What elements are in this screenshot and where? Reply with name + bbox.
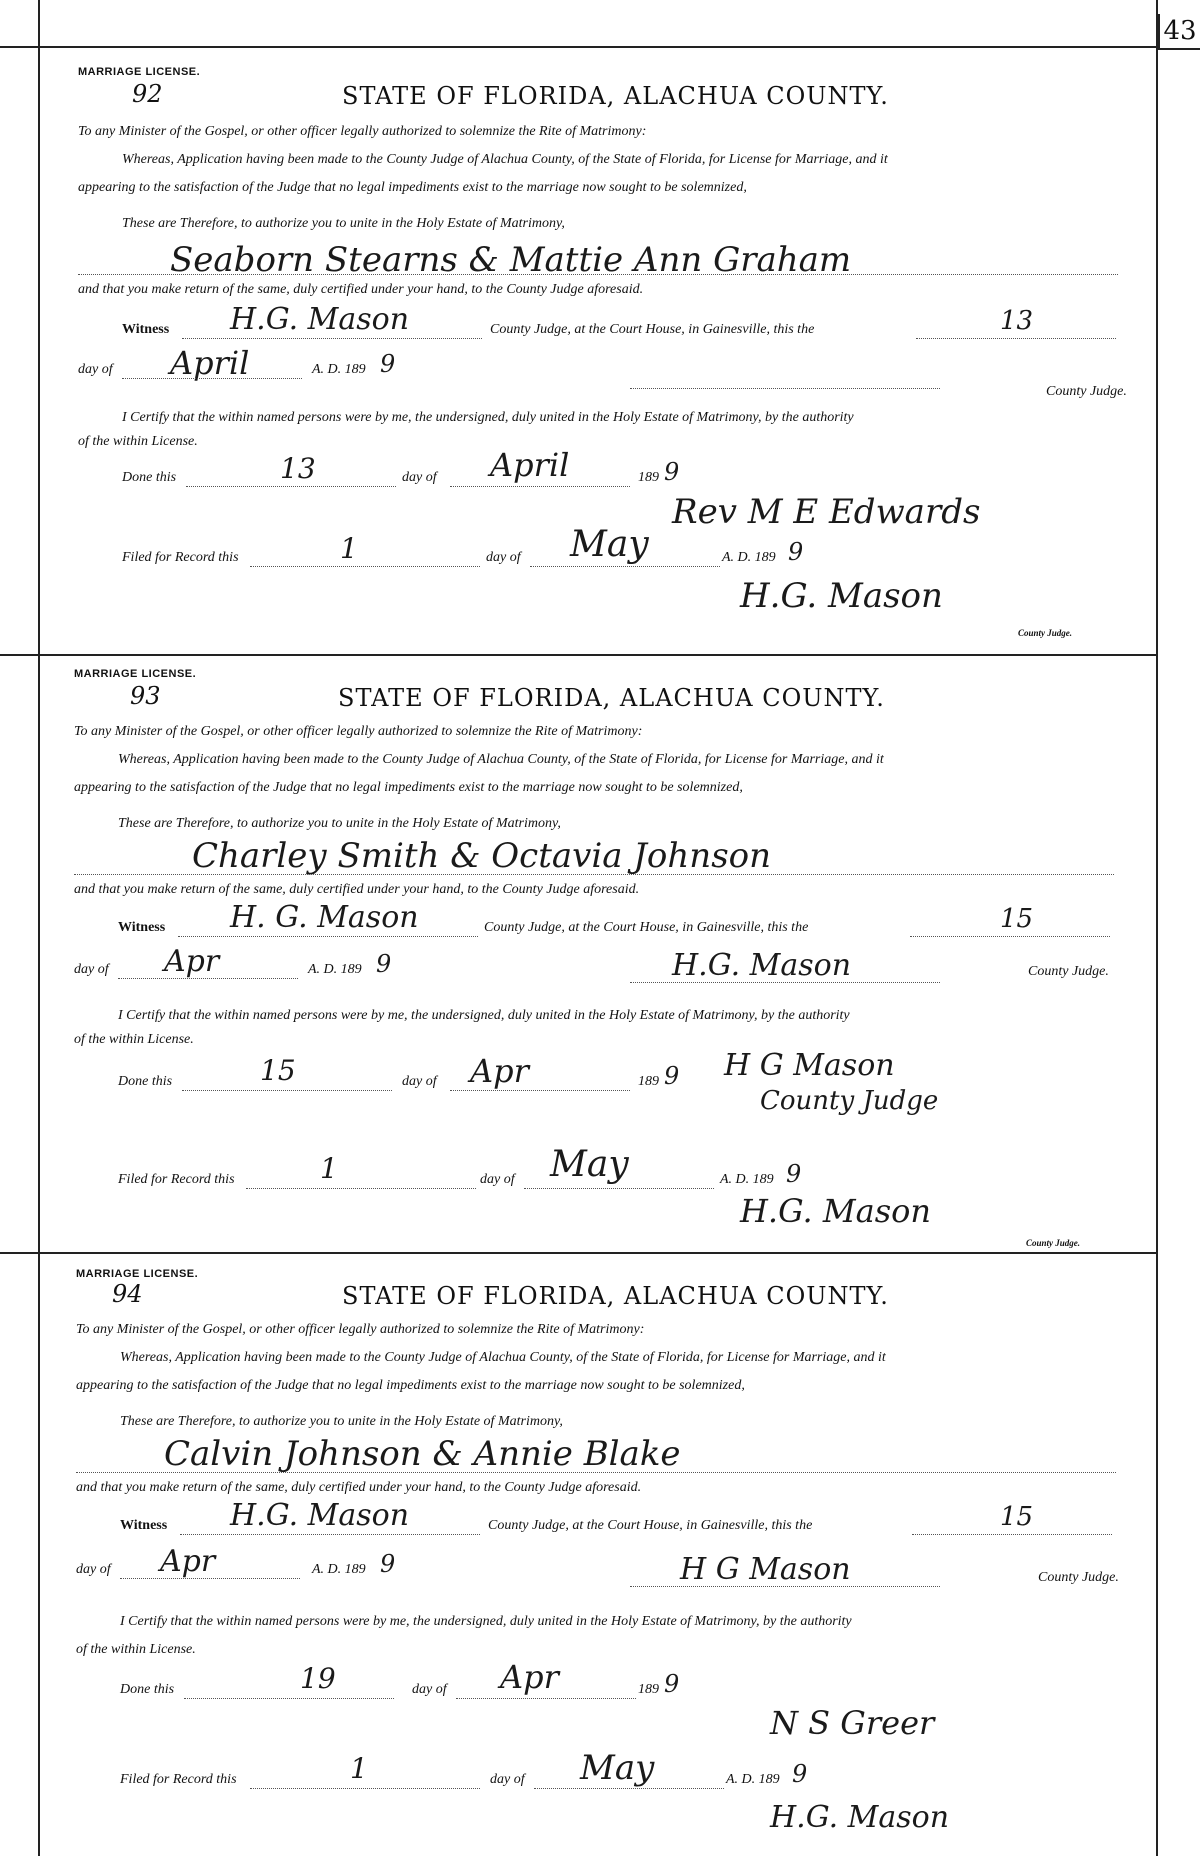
license-day: 15: [1000, 904, 1034, 934]
license-number: 93: [130, 682, 161, 710]
license-day: 15: [1000, 1502, 1034, 1532]
certify-text: I Certify that the within named persons were by me, the undersigned, duly united in the Holy Estate of Matrimony, by the authority: [118, 1008, 850, 1023]
license-month: Apr: [164, 944, 220, 979]
filed-signature: H.G. Mason: [770, 1800, 950, 1835]
filed-month: May: [570, 524, 649, 565]
county-judge-at-text: County Judge, at the Court House, in Gainesville, this the: [488, 1518, 813, 1533]
day-of-label-2: day of: [402, 470, 437, 485]
certify-text-2: of the within License.: [76, 1642, 196, 1657]
whereas-text-2: appearing to the satisfaction of the Judge that no legal impediments exist to the marriage now sought to be solemnized,: [76, 1378, 745, 1393]
county-judge-at-text: County Judge, at the Court House, in Gainesville, this the: [490, 322, 815, 337]
top-rule: [0, 46, 1160, 48]
page-number: 43: [1158, 14, 1200, 50]
officiant-signature: N S Greer: [770, 1704, 935, 1742]
filed-year: 9: [786, 1160, 802, 1188]
these-are-text: These are Therefore, to authorize you to unite in the Holy Estate of Matrimony,: [120, 1414, 563, 1429]
return-text: and that you make return of the same, duly certified under your hand, to the County Judge aforesaid.: [74, 882, 640, 897]
license-year: 9: [380, 1550, 396, 1578]
license-day: 13: [1000, 306, 1034, 336]
done-year-label: 189: [638, 1074, 659, 1089]
done-year: 9: [664, 1670, 680, 1698]
witness-signature: H. G. Mason: [230, 900, 419, 935]
judge-signature: H.G. Mason: [672, 948, 852, 983]
these-are-text: These are Therefore, to authorize you to unite in the Holy Estate of Matrimony,: [122, 216, 565, 231]
return-text: and that you make return of the same, duly certified under your hand, to the County Judge aforesaid.: [76, 1480, 642, 1495]
filed-label: Filed for Record this: [120, 1772, 237, 1787]
right-margin-rule: [1156, 0, 1158, 1856]
license-entry-3: [60, 1268, 1135, 1853]
officiant-signature: H G Mason: [724, 1048, 895, 1083]
county-judge-label: County Judge.: [1028, 964, 1109, 979]
filed-label: Filed for Record this: [118, 1172, 235, 1187]
day-of-label-3: day of: [490, 1772, 525, 1787]
filed-ad-label: A. D. 189: [726, 1772, 780, 1787]
filed-year: 9: [788, 538, 804, 566]
filed-day: 1: [350, 1752, 368, 1785]
couple-names: Charley Smith & Octavia Johnson: [192, 836, 772, 876]
filed-signature: H.G. Mason: [740, 1192, 931, 1230]
witness-label: Witness: [118, 920, 166, 935]
certify-text-2: of the within License.: [74, 1032, 194, 1047]
done-day: 15: [260, 1054, 296, 1087]
done-day: 19: [300, 1662, 336, 1695]
done-year-label: 189: [638, 1682, 659, 1697]
ad-label: A. D. 189: [308, 962, 362, 977]
witness-signature: H.G. Mason: [230, 302, 410, 337]
done-year: 9: [664, 1062, 680, 1090]
done-this-label: Done this: [118, 1074, 173, 1089]
witness-label: Witness: [122, 322, 170, 337]
left-margin-rule: [38, 0, 40, 1856]
filed-month: May: [550, 1144, 629, 1185]
county-heading: STATE OF FLORIDA, ALACHUA COUNTY.: [342, 82, 889, 110]
done-this-label: Done this: [120, 1682, 175, 1697]
officiant-title: County Judge: [760, 1086, 939, 1116]
whereas-text-2: appearing to the satisfaction of the Judge that no legal impediments exist to the marriage now sought to be solemnized,: [78, 180, 747, 195]
witness-label: Witness: [120, 1518, 168, 1533]
filed-year: 9: [792, 1760, 808, 1788]
county-judge-label: County Judge.: [1038, 1570, 1119, 1585]
witness-signature: H.G. Mason: [230, 1498, 410, 1533]
license-year: 9: [376, 950, 392, 978]
license-entry-2: [60, 668, 1135, 1253]
county-judge-at-text: County Judge, at the Court House, in Gainesville, this the: [484, 920, 809, 935]
day-of-label: day of: [74, 962, 109, 977]
officiant-signature: Rev M E Edwards: [672, 492, 981, 532]
county-judge-small: County Judge.: [1018, 628, 1073, 638]
filed-day: 1: [320, 1152, 338, 1185]
to-any-text: To any Minister of the Gospel, or other officer legally authorized to solemnize the Rite of Matrimony:: [74, 724, 643, 739]
done-month: Apr: [470, 1052, 529, 1090]
whereas-text: Whereas, Application having been made to the County Judge of Alachua County, of the State of Florida, for License for Marriage, and it: [120, 1350, 886, 1365]
certify-text-2: of the within License.: [78, 434, 198, 449]
ad-label: A. D. 189: [312, 1562, 366, 1577]
done-year-label: 189: [638, 470, 659, 485]
day-of-label-3: day of: [486, 550, 521, 565]
done-day: 13: [280, 452, 316, 485]
day-of-label-3: day of: [480, 1172, 515, 1187]
judge-signature: H G Mason: [680, 1552, 851, 1587]
day-of-label: day of: [78, 362, 113, 377]
license-month: Apr: [160, 1544, 216, 1579]
license-month: April: [170, 344, 250, 382]
filed-label: Filed for Record this: [122, 550, 239, 565]
license-label: MARRIAGE LICENSE.: [76, 1268, 199, 1280]
to-any-text: To any Minister of the Gospel, or other officer legally authorized to solemnize the Rite of Matrimony:: [78, 124, 647, 139]
county-judge-small: County Judge.: [1026, 1238, 1081, 1248]
done-month: April: [490, 446, 570, 484]
ad-label: A. D. 189: [312, 362, 366, 377]
license-number: 94: [112, 1280, 143, 1308]
filed-day: 1: [340, 532, 358, 565]
day-of-label: day of: [76, 1562, 111, 1577]
couple-names: Seaborn Stearns & Mattie Ann Graham: [170, 240, 852, 280]
certify-text: I Certify that the within named persons were by me, the undersigned, duly united in the Holy Estate of Matrimony, by the authority: [122, 410, 854, 425]
done-year: 9: [664, 458, 680, 486]
filed-month: May: [580, 1748, 655, 1788]
license-label: MARRIAGE LICENSE.: [74, 668, 197, 680]
divider-1: [0, 654, 1158, 656]
filed-ad-label: A. D. 189: [720, 1172, 774, 1187]
whereas-text: Whereas, Application having been made to the County Judge of Alachua County, of the State of Florida, for License for Marriage, and it: [122, 152, 888, 167]
done-this-label: Done this: [122, 470, 177, 485]
filed-ad-label: A. D. 189: [722, 550, 776, 565]
license-entry-1: [60, 66, 1135, 651]
day-of-label-2: day of: [402, 1074, 437, 1089]
return-text: and that you make return of the same, duly certified under your hand, to the County Judge aforesaid.: [78, 282, 644, 297]
county-heading: STATE OF FLORIDA, ALACHUA COUNTY.: [342, 1282, 889, 1310]
day-of-label-2: day of: [412, 1682, 447, 1697]
license-year: 9: [380, 350, 396, 378]
these-are-text: These are Therefore, to authorize you to unite in the Holy Estate of Matrimony,: [118, 816, 561, 831]
certify-text: I Certify that the within named persons were by me, the undersigned, duly united in the Holy Estate of Matrimony, by the authority: [120, 1614, 852, 1629]
county-heading: STATE OF FLORIDA, ALACHUA COUNTY.: [338, 684, 885, 712]
whereas-text: Whereas, Application having been made to the County Judge of Alachua County, of the State of Florida, for License for Marriage, and it: [118, 752, 884, 767]
license-label: MARRIAGE LICENSE.: [78, 66, 201, 78]
license-number: 92: [132, 80, 163, 108]
whereas-text-2: appearing to the satisfaction of the Judge that no legal impediments exist to the marriage now sought to be solemnized,: [74, 780, 743, 795]
couple-names: Calvin Johnson & Annie Blake: [164, 1434, 681, 1474]
done-month: Apr: [500, 1658, 559, 1696]
filed-signature: H.G. Mason: [740, 576, 943, 616]
to-any-text: To any Minister of the Gospel, or other officer legally authorized to solemnize the Rite of Matrimony:: [76, 1322, 645, 1337]
county-judge-label: County Judge.: [1046, 384, 1127, 399]
